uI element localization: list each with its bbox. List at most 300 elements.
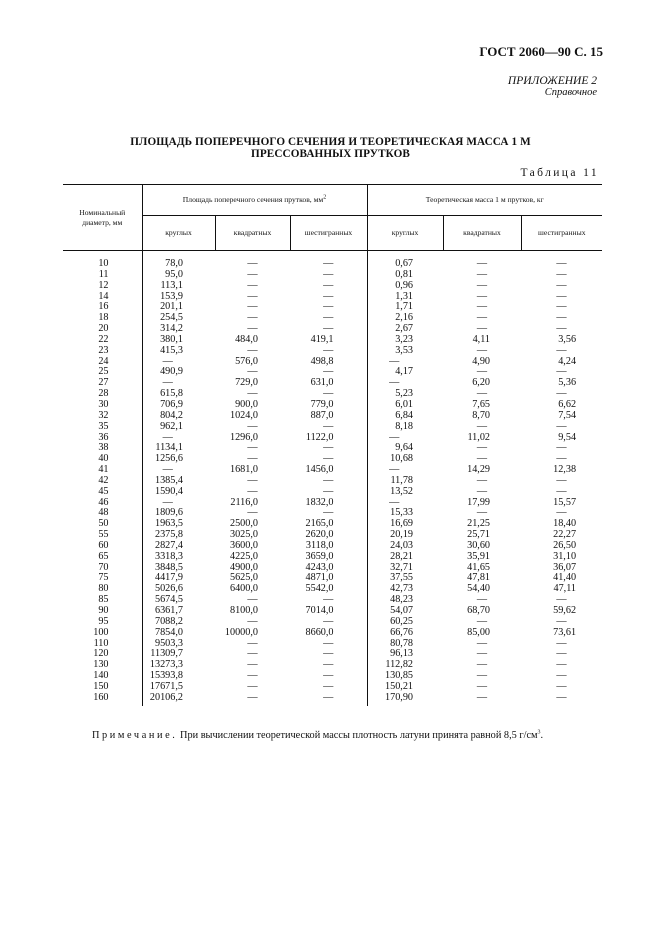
cell-area-square: 576,0: [235, 356, 258, 367]
cell-area-square: 2500,0: [229, 519, 258, 530]
cell-area-square: 6400,0: [229, 584, 258, 595]
cell-area-hex: 2165,0: [305, 519, 334, 530]
cell-area-round: 201,1: [142, 302, 215, 313]
cell-area-round: 1590,4: [142, 487, 215, 498]
cell-mass-hex: —: [556, 475, 567, 486]
cell-area-square: 3600,0: [229, 540, 258, 551]
cell-mass-square: —: [476, 421, 488, 432]
cell-mass-round: 6,01: [367, 400, 443, 411]
cell-mass-round: 54,07: [367, 606, 443, 617]
cell-mass-square: 4,11: [472, 334, 491, 345]
stub-header-line-1: Номинальный: [79, 207, 126, 217]
cell-mass-square: —: [476, 595, 488, 606]
cell-mass-square: 14,29: [467, 465, 491, 476]
cell-diameter: 14: [98, 291, 109, 302]
cell-mass-square: —: [476, 389, 488, 400]
cell-area-hex: —: [323, 671, 334, 682]
cell-area-square: —: [247, 508, 258, 519]
cell-diameter: 35: [98, 421, 109, 432]
cell-mass-round: 2,67: [367, 324, 443, 335]
cell-area-square: 900,0: [235, 399, 258, 410]
cell-diameter: 10: [98, 258, 109, 269]
mass-group-header: Теоретическая масса 1 м прутков, кг: [367, 185, 602, 216]
cell-mass-round: 66,76: [367, 628, 443, 639]
table-row: [63, 443, 602, 454]
cell-area-round: 2827,4: [142, 541, 215, 552]
cell-area-round: 95,0: [142, 270, 215, 281]
cell-diameter: 24: [98, 356, 109, 367]
cell-mass-hex: —: [556, 671, 567, 682]
subheader-area-round: круглых: [142, 216, 215, 251]
cell-mass-round: 15,33: [367, 508, 443, 519]
cell-area-round: 1963,5: [142, 519, 215, 530]
cell-area-round: 78,0: [142, 251, 215, 270]
cell-mass-hex: —: [556, 443, 567, 454]
cell-area-square: —: [247, 660, 258, 671]
cell-mass-square: —: [476, 508, 488, 519]
cell-area-round: 3318,3: [142, 552, 215, 563]
cell-area-square: 4225,0: [229, 551, 258, 562]
table-row: [63, 508, 602, 519]
table-row: [63, 595, 602, 606]
cell-mass-round: 150,21: [367, 682, 443, 693]
cell-area-hex: 887,0: [310, 410, 334, 421]
cell-diameter: 80: [98, 584, 109, 595]
cell-area-square: 729,0: [235, 378, 258, 389]
cell-mass-hex: —: [556, 258, 567, 269]
cell-mass-hex: —: [556, 660, 567, 671]
cell-area-hex: 1122,0: [305, 432, 334, 443]
cell-mass-round: 48,23: [367, 595, 443, 606]
cell-area-hex: 419,1: [310, 334, 334, 345]
cell-mass-square: —: [476, 291, 488, 302]
cell-diameter: 36: [98, 432, 109, 443]
cell-area-hex: —: [323, 421, 334, 432]
cell-mass-hex: 12,38: [553, 465, 577, 476]
table-row: [63, 346, 602, 357]
cell-area-square: 3025,0: [229, 530, 258, 541]
cell-area-round: 7854,0: [142, 628, 215, 639]
footnote-label: Примечание.: [92, 730, 178, 741]
cell-diameter: 150: [93, 681, 109, 692]
cell-mass-square: —: [476, 692, 488, 703]
cell-mass-square: —: [476, 660, 488, 671]
cell-mass-hex: 73,61: [553, 627, 577, 638]
cell-area-hex: —: [323, 692, 334, 703]
cell-mass-round: 10,68: [367, 454, 443, 465]
appendix-type: Справочное: [544, 87, 597, 98]
cell-mass-square: —: [476, 616, 488, 627]
subheader-mass-round: круглых: [367, 216, 443, 251]
cell-area-hex: 4243,0: [305, 562, 334, 573]
cell-mass-round: 96,13: [367, 649, 443, 660]
cell-mass-hex: —: [556, 638, 567, 649]
cell-area-round: 314,2: [142, 324, 215, 335]
appendix-title: ПРИЛОЖЕНИЕ 2: [507, 75, 597, 87]
cell-mass-round: 24,03: [367, 541, 443, 552]
cell-area-square: 8100,0: [229, 606, 258, 616]
cell-area-round: 1256,6: [142, 454, 215, 465]
cell-area-square: —: [247, 345, 258, 356]
cell-mass-round: 1,71: [367, 302, 443, 313]
table-row: [63, 313, 602, 324]
cell-diameter: 20: [98, 324, 109, 335]
cell-area-hex: —: [323, 389, 334, 400]
cell-area-hex: 779,0: [310, 399, 334, 410]
cell-area-square: 10000,0: [224, 627, 258, 638]
table-row: [63, 357, 602, 368]
cell-diameter: 42: [98, 475, 109, 486]
cell-area-round: —: [142, 357, 215, 368]
cell-mass-hex: —: [556, 692, 567, 703]
cell-area-hex: 631,0: [310, 378, 334, 389]
cell-mass-hex: —: [556, 508, 567, 519]
cell-mass-round: 3,53: [367, 346, 443, 357]
cell-area-round: —: [142, 378, 215, 389]
table-row: [63, 367, 602, 378]
cell-area-hex: 8660,0: [305, 627, 334, 638]
stub-header-line-2: диаметр, мм: [82, 217, 123, 227]
cell-area-hex: 3118,0: [305, 540, 334, 551]
cell-mass-hex: 5,36: [558, 378, 577, 389]
cell-area-square: 4900,0: [229, 562, 258, 573]
cell-mass-hex: 7,54: [558, 410, 577, 421]
cell-diameter: 25: [98, 367, 109, 378]
cell-area-round: —: [142, 498, 215, 509]
cell-diameter: 23: [98, 345, 109, 356]
cell-mass-hex: —: [556, 486, 567, 497]
cell-mass-round: 11,78: [367, 476, 443, 487]
cell-area-square: 1681,0: [229, 465, 258, 476]
cell-area-hex: —: [323, 486, 334, 497]
cell-diameter: 16: [98, 302, 109, 313]
table-row: [63, 617, 602, 628]
cell-area-hex: 3659,0: [305, 551, 334, 562]
table-row: [63, 628, 602, 639]
cell-diameter: 140: [93, 671, 109, 682]
cell-area-round: 5674,5: [142, 595, 215, 606]
cell-diameter: 160: [93, 692, 109, 703]
cell-mass-round: 5,23: [367, 389, 443, 400]
cell-area-round: 804,2: [142, 411, 215, 422]
cell-mass-square: —: [476, 345, 488, 356]
cell-mass-square: —: [476, 258, 488, 269]
cell-area-round: 962,1: [142, 422, 215, 433]
cell-mass-hex: 36,07: [553, 562, 577, 573]
table-row: [63, 552, 602, 563]
cell-diameter: 32: [98, 410, 109, 421]
table-row: [63, 584, 602, 595]
cell-diameter: 46: [98, 497, 109, 508]
cell-mass-hex: —: [556, 280, 567, 291]
cell-area-hex: 2620,0: [305, 530, 334, 541]
cell-mass-square: —: [476, 269, 488, 280]
cell-area-square: —: [247, 302, 258, 313]
cell-area-hex: 1832,0: [305, 497, 334, 508]
cell-mass-square: —: [476, 324, 488, 335]
cell-area-square: —: [247, 475, 258, 486]
data-table: [63, 184, 602, 706]
title-line-2: ПРЕССОВАННЫХ ПРУТКОВ: [251, 148, 410, 160]
cell-diameter: 50: [98, 519, 109, 530]
cell-area-round: 2375,8: [142, 530, 215, 541]
cell-area-round: 15393,8: [142, 671, 215, 682]
cell-mass-hex: 26,50: [553, 540, 577, 551]
cell-diameter: 11: [98, 269, 109, 280]
cell-diameter: 38: [98, 443, 109, 454]
cell-mass-square: —: [476, 671, 488, 682]
table-row: [63, 324, 602, 335]
cell-area-hex: 7014,0: [305, 606, 334, 616]
cell-mass-hex: —: [556, 454, 567, 465]
cell-area-square: —: [247, 367, 258, 378]
cell-mass-round: —: [367, 433, 443, 444]
cell-mass-square: 68,70: [467, 606, 491, 616]
table-row: [63, 270, 602, 281]
cell-mass-hex: —: [556, 367, 567, 378]
cell-area-square: —: [247, 313, 258, 324]
cell-area-square: —: [247, 649, 258, 660]
cell-mass-hex: —: [556, 269, 567, 280]
cell-mass-square: —: [476, 302, 488, 313]
cell-area-round: 1385,4: [142, 476, 215, 487]
cell-mass-round: —: [367, 498, 443, 509]
cell-diameter: 22: [98, 334, 109, 345]
cell-area-square: —: [247, 269, 258, 280]
cell-mass-hex: —: [556, 649, 567, 660]
cell-mass-round: 9,64: [367, 443, 443, 454]
cell-area-square: —: [247, 692, 258, 703]
cell-area-hex: 5542,0: [305, 584, 334, 595]
cell-mass-round: 3,23: [367, 335, 443, 346]
cell-area-square: —: [247, 486, 258, 497]
footnote-end: .: [540, 730, 544, 741]
cell-mass-hex: 9,54: [558, 432, 577, 443]
cell-area-round: 11309,7: [142, 649, 215, 660]
table-row: [63, 400, 602, 411]
cell-diameter: 120: [93, 649, 109, 660]
cell-area-hex: —: [323, 454, 334, 465]
cell-mass-round: —: [367, 378, 443, 389]
cell-area-square: 1296,0: [229, 432, 258, 443]
cell-mass-square: 41,65: [467, 562, 491, 573]
cell-mass-square: 6,20: [472, 378, 491, 389]
cell-mass-round: 1,31: [367, 292, 443, 303]
cell-area-square: —: [247, 280, 258, 291]
cell-mass-hex: —: [556, 681, 567, 692]
cell-area-round: 706,9: [142, 400, 215, 411]
cell-mass-square: 4,90: [472, 356, 491, 367]
cell-diameter: 12: [98, 280, 109, 291]
cell-diameter: 28: [98, 389, 109, 400]
cell-diameter: 90: [98, 606, 109, 616]
table-row: [63, 541, 602, 552]
cell-diameter: 60: [98, 540, 109, 551]
table-row: [63, 465, 602, 476]
cell-area-hex: —: [323, 681, 334, 692]
cell-area-hex: —: [323, 595, 334, 606]
cell-mass-hex: —: [556, 313, 567, 324]
table-row: [63, 292, 602, 303]
cell-mass-round: 32,71: [367, 563, 443, 574]
table-row: [63, 389, 602, 400]
table-label: Таблица 11: [520, 167, 599, 179]
cell-mass-square: —: [476, 443, 488, 454]
cell-area-round: —: [142, 433, 215, 444]
cell-area-round: 3848,5: [142, 563, 215, 574]
cell-mass-square: 25,71: [467, 530, 491, 541]
footnote-superscript: 3: [537, 729, 541, 736]
cell-area-round: 415,3: [142, 346, 215, 357]
cell-mass-round: —: [367, 357, 443, 368]
cell-mass-square: 35,91: [467, 551, 491, 562]
cell-mass-hex: 15,57: [553, 497, 577, 508]
cell-diameter: 40: [98, 454, 109, 465]
cell-diameter: 75: [98, 573, 109, 584]
cell-area-square: —: [247, 616, 258, 627]
cell-mass-square: 21,25: [467, 519, 491, 530]
cell-mass-hex: —: [556, 421, 567, 432]
cell-area-hex: 498,8: [310, 356, 334, 367]
table-row: [63, 682, 602, 693]
cell-area-round: 113,1: [142, 281, 215, 292]
table-row: [63, 251, 602, 270]
table-row: [63, 649, 602, 660]
standard-number: ГОСТ 2060—90 С. 15: [479, 44, 603, 59]
cell-area-round: 4417,9: [142, 573, 215, 584]
cell-mass-square: 7,65: [472, 399, 491, 410]
cell-area-round: 17671,5: [142, 682, 215, 693]
cell-area-round: 490,9: [142, 367, 215, 378]
table-row: [63, 302, 602, 313]
cell-diameter: 65: [98, 551, 109, 562]
cell-area-hex: —: [323, 649, 334, 660]
table-row: [63, 433, 602, 444]
cell-area-round: 1134,1: [142, 443, 215, 454]
footnote-text: При вычислении теоретической массы плотность латуни принята равной 8,5 г/см: [180, 730, 538, 741]
cell-mass-round: 60,25: [367, 617, 443, 628]
cell-mass-square: —: [476, 367, 488, 378]
cell-mass-round: 170,90: [367, 693, 443, 706]
subheader-mass-square: квадратных: [443, 216, 521, 251]
table-row: [63, 606, 602, 617]
cell-area-hex: —: [323, 367, 334, 378]
cell-area-round: 13273,3: [142, 660, 215, 671]
cell-area-hex: —: [323, 660, 334, 671]
cell-area-hex: —: [323, 345, 334, 356]
cell-mass-square: 85,00: [467, 627, 491, 638]
cell-diameter: 70: [98, 562, 109, 573]
cell-diameter: 27: [98, 378, 109, 389]
cell-area-hex: —: [323, 269, 334, 280]
table-row: [63, 519, 602, 530]
table-row: [63, 378, 602, 389]
cell-mass-square: —: [476, 313, 488, 324]
cell-diameter: 95: [98, 616, 109, 627]
cell-diameter: 85: [98, 595, 109, 606]
cell-mass-round: 13,52: [367, 487, 443, 498]
cell-area-round: 153,9: [142, 292, 215, 303]
cell-mass-round: 0,96: [367, 281, 443, 292]
footnote: [92, 730, 543, 741]
cell-mass-square: 54,40: [467, 584, 491, 595]
cell-diameter: 18: [98, 313, 109, 324]
cell-mass-round: 28,21: [367, 552, 443, 563]
cell-mass-round: 16,69: [367, 519, 443, 530]
cell-area-hex: —: [323, 324, 334, 335]
cell-mass-hex: —: [556, 291, 567, 302]
cell-mass-round: 112,82: [367, 660, 443, 671]
cell-mass-hex: —: [556, 616, 567, 627]
cell-mass-square: —: [476, 454, 488, 465]
cell-area-hex: —: [323, 280, 334, 291]
cell-area-hex: —: [323, 291, 334, 302]
cell-area-hex: —: [323, 443, 334, 454]
cell-area-round: 5026,6: [142, 584, 215, 595]
cell-area-hex: —: [323, 258, 334, 269]
cell-area-hex: 1456,0: [305, 465, 334, 476]
table-row: [63, 335, 602, 346]
cell-area-square: —: [247, 324, 258, 335]
cell-area-square: —: [247, 671, 258, 682]
cell-mass-hex: 41,40: [553, 573, 577, 584]
cell-mass-hex: —: [556, 389, 567, 400]
cell-mass-round: 0,67: [367, 251, 443, 270]
cell-area-hex: —: [323, 475, 334, 486]
cell-mass-hex: 6,62: [558, 399, 577, 410]
cell-mass-hex: 3,56: [558, 334, 577, 345]
cell-mass-hex: —: [556, 345, 567, 356]
cell-area-square: 2116,0: [230, 497, 258, 508]
cell-area-round: 254,5: [142, 313, 215, 324]
cell-area-hex: —: [323, 616, 334, 627]
cell-mass-square: 17,99: [467, 497, 491, 508]
cell-diameter: 41: [98, 465, 109, 476]
cell-mass-round: 2,16: [367, 313, 443, 324]
cell-diameter: 100: [93, 627, 109, 638]
cell-area-round: —: [142, 465, 215, 476]
subheader-mass-hex: шестигранных: [521, 216, 602, 251]
cell-mass-hex: —: [556, 324, 567, 335]
table-row: [63, 411, 602, 422]
cell-area-hex: —: [323, 313, 334, 324]
table-row: [63, 660, 602, 671]
table-row: [63, 487, 602, 498]
cell-mass-square: —: [476, 649, 488, 660]
cell-mass-hex: 47,11: [553, 584, 577, 595]
cell-mass-square: —: [476, 486, 488, 497]
cell-mass-round: —: [367, 465, 443, 476]
cell-area-square: —: [247, 291, 258, 302]
cell-mass-hex: 59,62: [553, 606, 577, 616]
cell-mass-hex: 18,40: [553, 519, 577, 530]
cell-diameter: 55: [98, 530, 109, 541]
cell-area-round: 7088,2: [142, 617, 215, 628]
stub-header: [63, 185, 142, 251]
cell-mass-square: —: [476, 638, 488, 649]
cell-mass-hex: 31,10: [553, 551, 577, 562]
cell-area-round: 6361,7: [142, 606, 215, 617]
cell-area-hex: —: [323, 508, 334, 519]
appendix-block: [508, 75, 597, 99]
table-row: [63, 530, 602, 541]
cell-mass-hex: 4,24: [558, 356, 577, 367]
table-row: [63, 671, 602, 682]
cell-area-round: 20106,2: [142, 693, 215, 706]
cell-mass-square: —: [476, 475, 488, 486]
cell-diameter: 110: [93, 638, 109, 649]
cell-area-square: —: [247, 443, 258, 454]
